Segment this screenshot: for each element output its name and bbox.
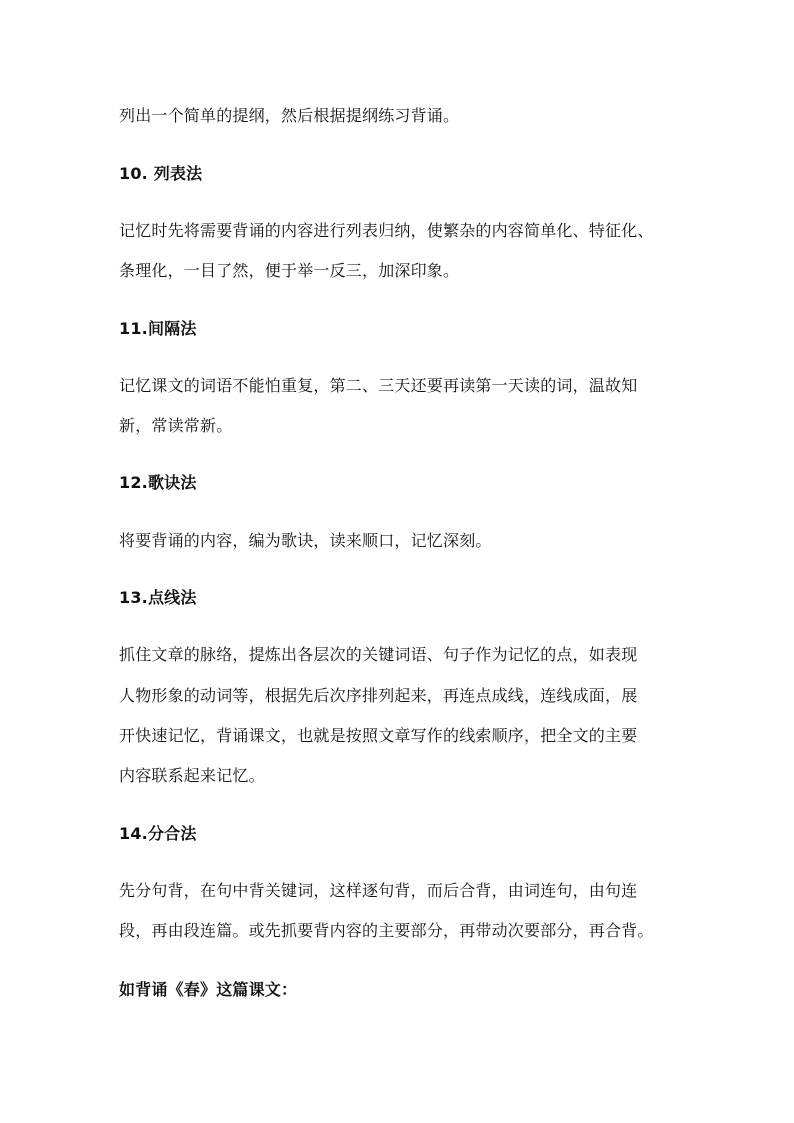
paragraph-line: 人物形象的动词等，根据先后次序排列起来，再连点成线，连线成面，展 (119, 686, 638, 705)
paragraph-line: 列出一个简单的提纲，然后根据提纲练习背诵。 (119, 106, 460, 125)
paragraph-line: 段，再由段连篇。或先抓要背内容的主要部分，再带动次要部分，再合背。 (119, 921, 654, 940)
paragraph-line: 记忆时先将需要背诵的内容进行列表归纳，使繁杂的内容简单化、特征化、 (119, 221, 654, 240)
section-heading-split-merge-method: 14.分合法 (119, 824, 197, 843)
section-heading-interval-method: 11.间隔法 (119, 319, 197, 338)
section-heading-point-line-method: 13.点线法 (119, 588, 197, 607)
paragraph-line: 新，常读常新。 (119, 416, 233, 435)
paragraph-line: 先分句背，在句中背关键词，这样逐句背，而后合背，由词连句，由句连 (119, 881, 638, 900)
paragraph-line: 将要背诵的内容，编为歌诀，读来顺口，记忆深刻。 (119, 531, 492, 550)
paragraph-line: 开快速记忆，背诵课文，也就是按照文章写作的线索顺序，把全文的主要 (119, 726, 638, 745)
paragraph-line: 条理化，一目了然，便于举一反三，加深印象。 (119, 261, 460, 280)
example-heading: 如背诵《春》这篇课文： (119, 980, 298, 999)
section-heading-rhyme-method: 12.歌诀法 (119, 473, 197, 492)
paragraph-line: 记忆课文的词语不能怕重复，第二、三天还要再读第一天读的词，温故知 (119, 376, 638, 395)
paragraph-line: 内容联系起来记忆。 (119, 766, 265, 785)
paragraph-line: 抓住文章的脉络，提炼出各层次的关键词语、句子作为记忆的点，如表现 (119, 645, 638, 664)
section-heading-list-method: 10. 列表法 (119, 164, 203, 183)
